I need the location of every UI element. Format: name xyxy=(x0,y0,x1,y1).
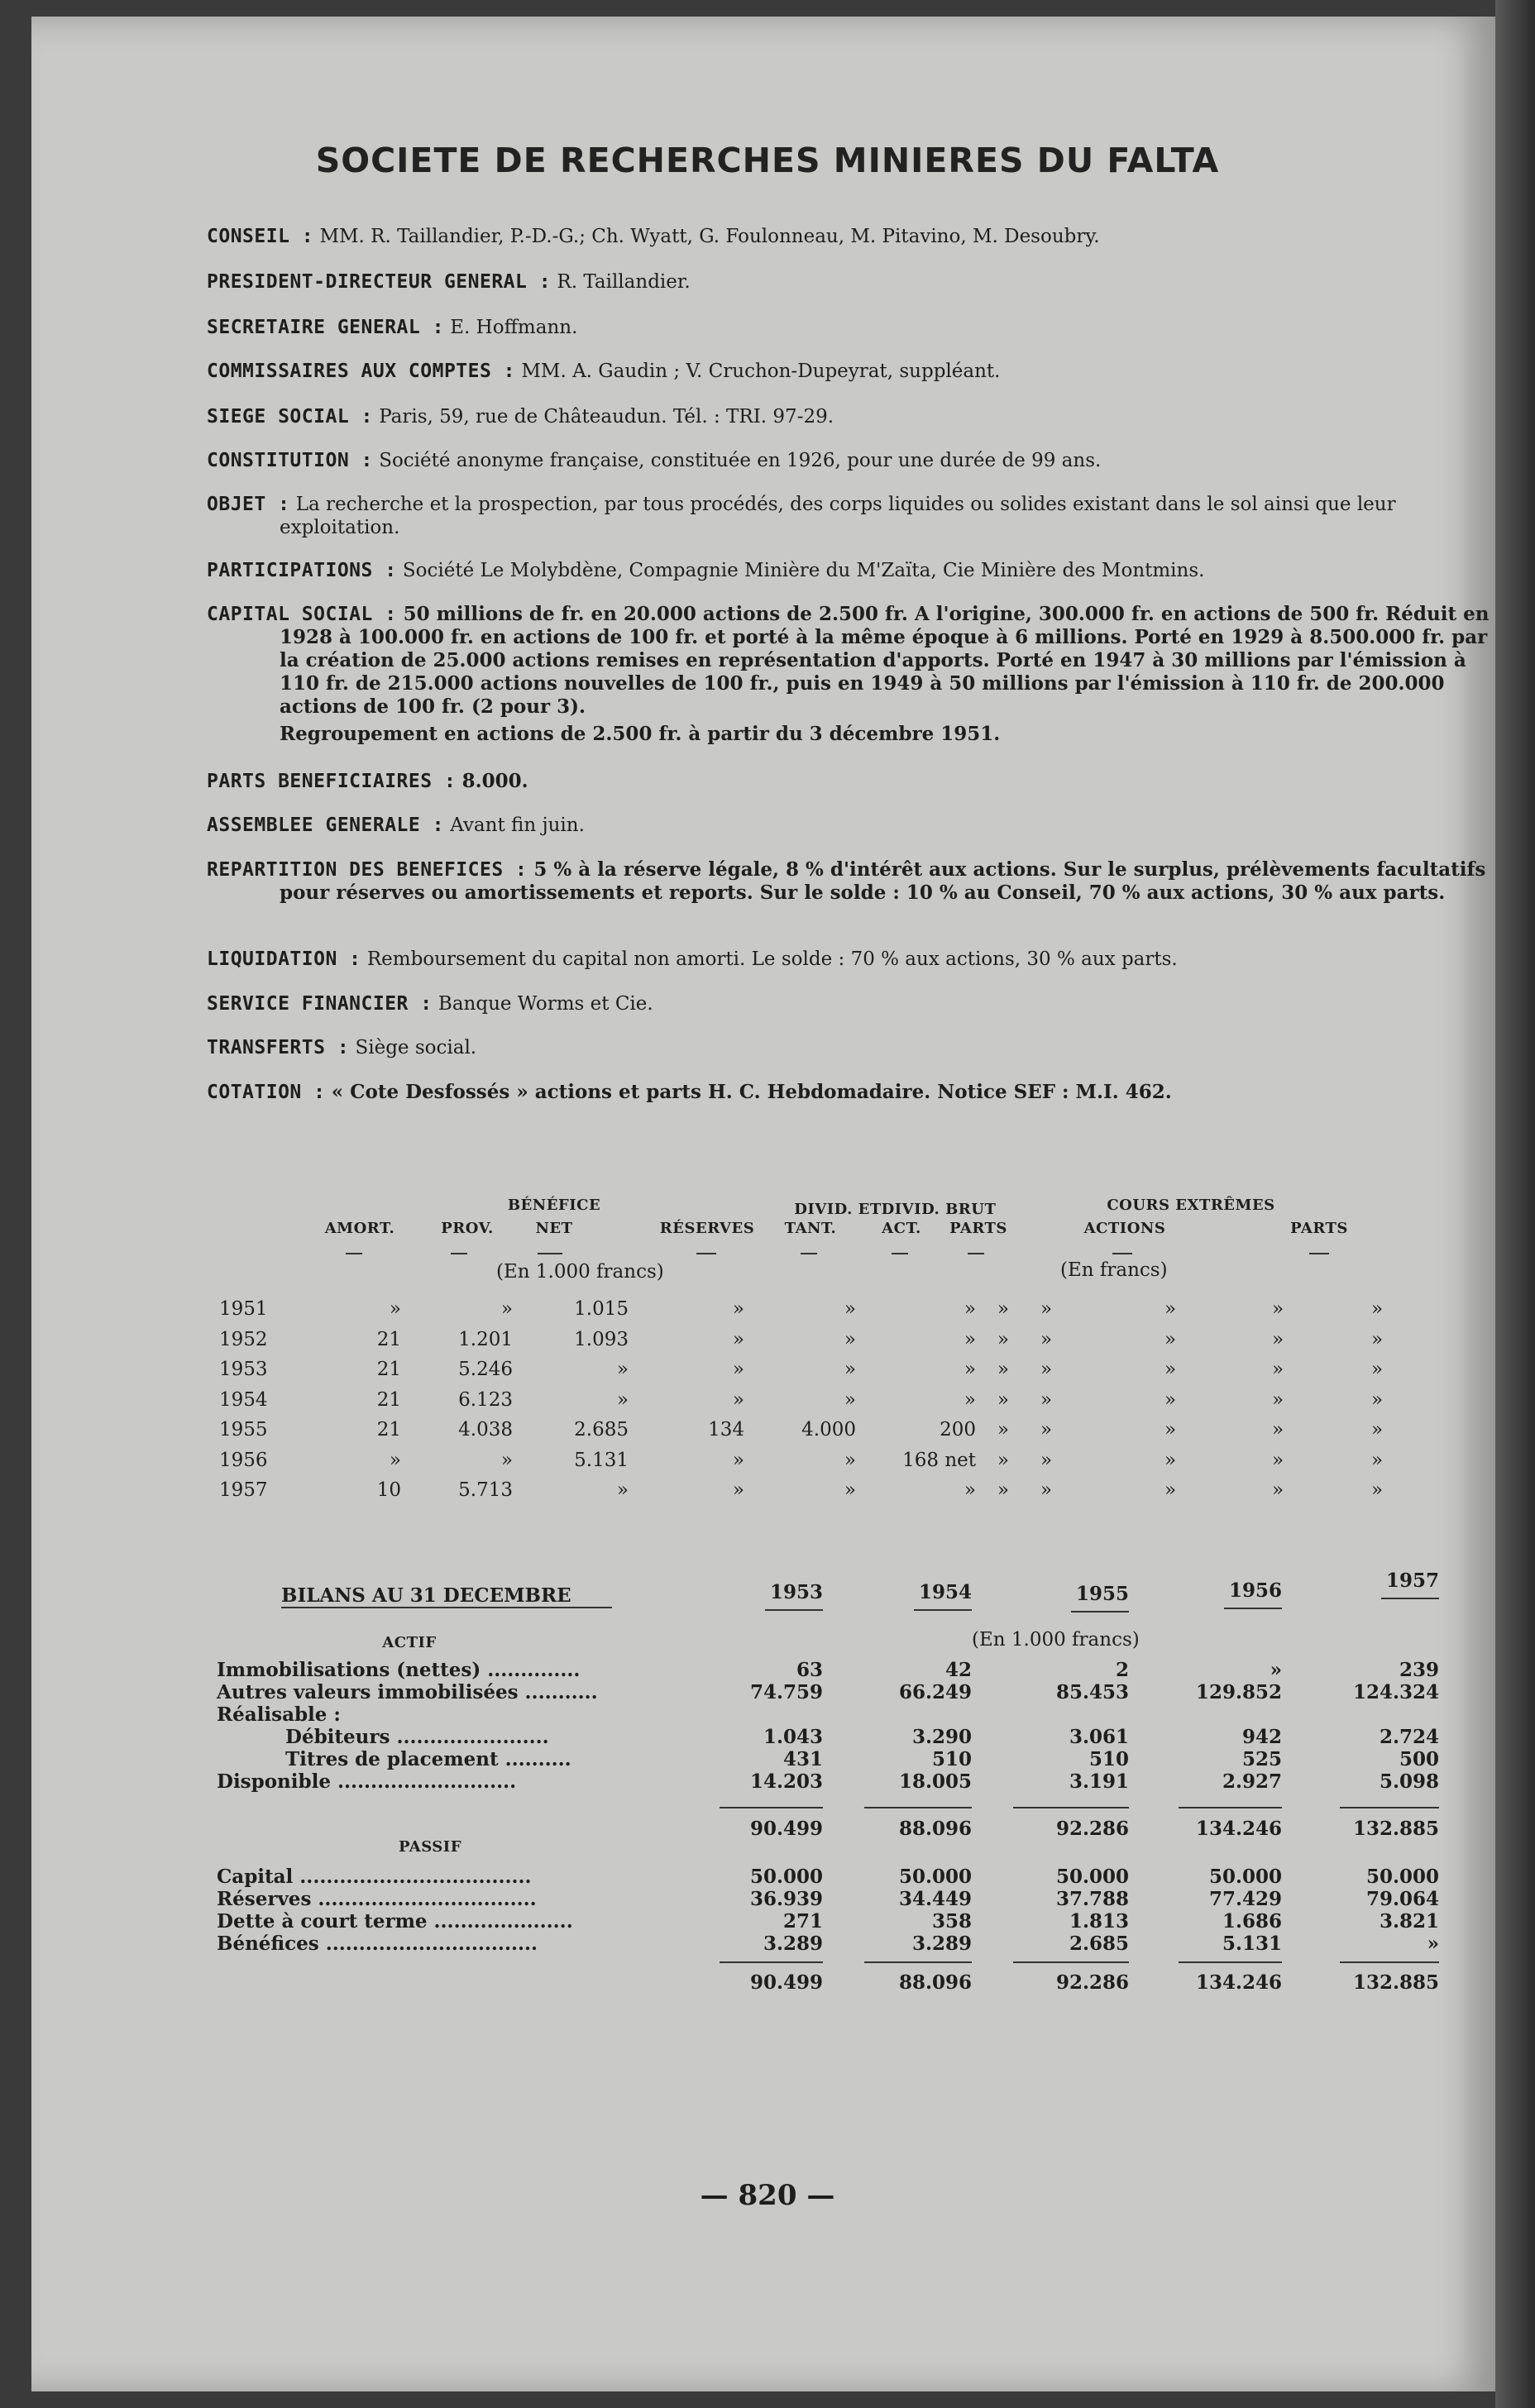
hdr-dash xyxy=(801,1253,817,1254)
hdr-brut-act: ACT. xyxy=(882,1220,921,1237)
result-cell-parts: » xyxy=(997,1449,1009,1471)
bilans-title: BILANS AU 31 DECEMBRE xyxy=(281,1584,571,1607)
liquidation-line: LIQUIDATION : Remboursement du capital non amorti. Le solde : 70 % aux actions, 30 % aux parts. xyxy=(207,948,1178,970)
result-cell-prov: 5.246 xyxy=(458,1359,513,1380)
result-cell-ca1: » xyxy=(1040,1388,1053,1411)
hdr-brut-parts: PARTS xyxy=(949,1220,1007,1237)
result-cell-act: » xyxy=(964,1298,976,1320)
result-cell-act: » xyxy=(964,1359,976,1380)
result-cell-ca2: » xyxy=(1164,1449,1177,1471)
bilan-value: 37.788 xyxy=(1055,1888,1129,1910)
result-cell-year: 1956 xyxy=(219,1449,268,1471)
bilan-value: 510 xyxy=(931,1748,972,1770)
bilan-value: 358 xyxy=(931,1910,972,1933)
actif-label: ACTIF xyxy=(382,1634,437,1651)
assemblee-line: ASSEMBLEE GENERALE : Avant fin juin. xyxy=(207,815,585,836)
passif-total: 90.499 xyxy=(749,1971,823,1994)
bilan-label: Capital ................................... xyxy=(217,1866,532,1888)
bilan-value: 1.686 xyxy=(1222,1910,1282,1933)
result-cell-divid: » xyxy=(844,1298,856,1320)
result-cell-benef: 1.015 xyxy=(574,1298,629,1320)
bilan-value: 1.043 xyxy=(763,1726,823,1748)
unit-left: (En 1.000 francs) xyxy=(496,1261,664,1283)
bilan-value: 63 xyxy=(796,1659,823,1681)
result-cell-parts: » xyxy=(997,1298,1009,1320)
bilan-label: Immobilisations (nettes) .............. xyxy=(217,1659,581,1681)
actif-total: 134.246 xyxy=(1195,1818,1282,1840)
result-cell-cp1: » xyxy=(1271,1449,1284,1471)
result-cell-ca1: » xyxy=(1040,1479,1053,1501)
total-rule xyxy=(864,1807,972,1808)
result-cell-res: » xyxy=(732,1328,744,1350)
actif-total: 90.499 xyxy=(749,1818,823,1840)
bilan-year: 1956 xyxy=(1228,1579,1282,1602)
result-cell-act: » xyxy=(964,1328,976,1350)
result-cell-parts: » xyxy=(997,1359,1009,1380)
total-rule xyxy=(864,1961,972,1963)
hdr-brut-1: DIVID. BRUT xyxy=(881,1201,997,1218)
bilan-year-underline xyxy=(914,1609,972,1611)
constitution-line: CONSTITUTION : Société anonyme française, constituée en 1926, pour une durée de 99 ans. xyxy=(207,450,1102,471)
total-rule xyxy=(1179,1807,1282,1808)
result-cell-amort: » xyxy=(389,1298,401,1320)
bilan-value: 50.000 xyxy=(1365,1866,1439,1888)
result-cell-year: 1952 xyxy=(219,1328,268,1350)
result-cell-ca1: » xyxy=(1040,1298,1053,1320)
result-cell-cp2: » xyxy=(1370,1298,1384,1320)
result-cell-res: » xyxy=(732,1479,744,1501)
bilan-value: 34.449 xyxy=(898,1888,972,1910)
result-cell-year: 1954 xyxy=(219,1388,268,1411)
company-title: SOCIETE DE RECHERCHES MINIERES DU FALTA xyxy=(315,141,1220,180)
bilan-value: » xyxy=(1427,1933,1439,1955)
participations-line: PARTICIPATIONS : Société Le Molybdène, Compagnie Minière du M'Zaïta, Cie Minière des Montmins. xyxy=(207,560,1205,581)
result-cell-cp1: » xyxy=(1271,1359,1284,1380)
result-cell-amort: 21 xyxy=(376,1388,401,1411)
hdr-dash xyxy=(1309,1253,1329,1254)
result-cell-act: » xyxy=(964,1388,976,1411)
bilan-year-underline xyxy=(765,1609,823,1611)
bilan-year-underline xyxy=(1224,1608,1282,1609)
result-cell-divid: » xyxy=(844,1359,856,1380)
bilan-value: 14.203 xyxy=(749,1770,823,1793)
bilan-label: Titres de placement .......... xyxy=(285,1748,571,1770)
bilan-value: 18.005 xyxy=(898,1770,972,1793)
result-cell-benef: » xyxy=(616,1359,629,1380)
bilan-value: 50.000 xyxy=(1208,1866,1282,1888)
hdr-dash xyxy=(451,1253,467,1254)
hdr-dash xyxy=(968,1253,984,1254)
bilan-value: 5.098 xyxy=(1379,1770,1439,1793)
bilan-value: 129.852 xyxy=(1195,1681,1282,1703)
bilan-value: 77.429 xyxy=(1208,1888,1282,1910)
bilan-label: Dette à court terme ..................... xyxy=(217,1910,573,1933)
bilan-value: 50.000 xyxy=(898,1866,972,1888)
bilan-value: » xyxy=(1270,1659,1282,1681)
result-cell-cp2: » xyxy=(1370,1359,1384,1380)
hdr-cours: COURS EXTRÊMES xyxy=(1107,1197,1275,1214)
hdr-dash xyxy=(696,1253,716,1254)
bilan-value: 3.289 xyxy=(763,1933,823,1955)
result-cell-divid: 4.000 xyxy=(801,1419,856,1440)
result-cell-parts: » xyxy=(997,1419,1009,1440)
result-cell-cp1: » xyxy=(1271,1298,1284,1320)
bilan-value: 42 xyxy=(944,1659,972,1681)
bilans-title-underline xyxy=(281,1607,612,1608)
bilan-value: 3.061 xyxy=(1069,1726,1129,1748)
bilan-year: 1955 xyxy=(1075,1583,1129,1605)
result-cell-cp2: » xyxy=(1370,1479,1384,1501)
result-cell-prov: 6.123 xyxy=(458,1388,513,1411)
hdr-divid-2: TANT. xyxy=(784,1220,837,1237)
total-rule xyxy=(1340,1807,1439,1808)
secretaire-line: SECRETAIRE GENERAL : E. Hoffmann. xyxy=(207,317,578,338)
result-cell-ca1: » xyxy=(1040,1449,1053,1471)
commissaires-line: COMMISSAIRES AUX COMPTES : MM. A. Gaudin ; V. Cruchon-Dupeyrat, suppléant. xyxy=(207,361,1001,382)
result-cell-res: » xyxy=(732,1388,744,1411)
result-cell-cp1: » xyxy=(1271,1388,1284,1411)
result-cell-ca2: » xyxy=(1164,1298,1177,1320)
result-cell-cp1: » xyxy=(1271,1419,1284,1440)
result-cell-divid: » xyxy=(844,1479,856,1501)
result-cell-prov: 5.713 xyxy=(458,1479,513,1501)
hdr-dash xyxy=(538,1253,562,1254)
result-cell-ca1: » xyxy=(1040,1328,1053,1350)
result-cell-prov: » xyxy=(500,1449,513,1471)
result-cell-benef: 1.093 xyxy=(574,1328,629,1350)
bilan-value: 271 xyxy=(782,1910,823,1933)
president-line: PRESIDENT-DIRECTEUR GENERAL : R. Taillandier. xyxy=(207,271,691,293)
actif-total: 132.885 xyxy=(1352,1818,1439,1840)
result-cell-ca1: » xyxy=(1040,1359,1053,1380)
result-cell-cp1: » xyxy=(1271,1479,1284,1501)
bilan-value: 50.000 xyxy=(749,1866,823,1888)
bilan-value: 2 xyxy=(1115,1659,1129,1681)
bilan-value: 2.724 xyxy=(1379,1726,1439,1748)
result-cell-res: 134 xyxy=(708,1419,744,1440)
total-rule xyxy=(720,1961,823,1963)
actif-total: 92.286 xyxy=(1055,1818,1129,1840)
result-cell-parts: » xyxy=(997,1479,1009,1501)
bilan-year: 1954 xyxy=(918,1581,972,1603)
bilan-value: 239 xyxy=(1399,1659,1439,1681)
passif-total: 92.286 xyxy=(1055,1971,1129,1994)
result-cell-res: » xyxy=(732,1449,744,1471)
bilan-value: 2.927 xyxy=(1222,1770,1282,1793)
siege-line: SIEGE SOCIAL : Paris, 59, rue de Châteaudun. Tél. : TRI. 97-29. xyxy=(207,406,834,428)
bilan-value: 79.064 xyxy=(1365,1888,1439,1910)
hdr-reserves: RÉSERVES xyxy=(659,1220,755,1237)
hdr-amort: AMORT. xyxy=(324,1220,395,1237)
result-cell-amort: » xyxy=(389,1449,401,1471)
total-rule xyxy=(1013,1807,1129,1808)
result-cell-parts: » xyxy=(997,1328,1009,1350)
result-cell-ca2: » xyxy=(1164,1479,1177,1501)
bilan-value: 431 xyxy=(782,1748,823,1770)
bilan-year: 1953 xyxy=(769,1581,823,1603)
bilan-value: 5.131 xyxy=(1222,1933,1282,1955)
repartition-line: REPARTITION DES BENEFICES : 5 % à la réserve légale, 8 % d'intérêt aux actions. Sur le surplus, prélèvements facultatifs pour réserves ou amortissements et reports. Sur le solde : 10 % au Conseil, 70 % aux actions, 30 % aux parts. xyxy=(207,858,1486,904)
bilan-value: 50.000 xyxy=(1055,1866,1129,1888)
bilan-value: 3.290 xyxy=(911,1726,972,1748)
cotation-line: COTATION : « Cote Desfossés » actions et parts H. C. Hebdomadaire. Notice SEF : M.I. 462. xyxy=(207,1081,1172,1103)
hdr-parts: PARTS xyxy=(1290,1220,1348,1237)
bilan-value: 3.289 xyxy=(911,1933,972,1955)
bilan-value: 525 xyxy=(1241,1748,1282,1770)
result-cell-benef: 2.685 xyxy=(574,1419,629,1440)
total-rule xyxy=(1013,1961,1129,1963)
result-cell-ca1: » xyxy=(1040,1419,1053,1440)
result-cell-prov: 4.038 xyxy=(458,1419,513,1440)
objet-line: OBJET : La recherche et la prospection, par tous procédés, des corps liquides ou solides existant dans le sol ainsi que leur exploitation. xyxy=(207,494,1396,538)
hdr-dash xyxy=(892,1253,908,1254)
actif-total: 88.096 xyxy=(898,1818,972,1840)
hdr-dash xyxy=(346,1253,362,1254)
bilan-year-underline xyxy=(1381,1598,1439,1599)
unit-right: (En francs) xyxy=(1060,1259,1168,1281)
parts-line: PARTS BENEFICIAIRES : 8.000. xyxy=(207,770,528,792)
bilan-label: Bénéfices ................................ xyxy=(217,1933,538,1955)
transferts-line: TRANSFERTS : Siège social. xyxy=(207,1037,477,1058)
bilan-value: 942 xyxy=(1241,1726,1282,1748)
bilan-label: Autres valeurs immobilisées ........... xyxy=(217,1681,598,1703)
bilan-value: 3.191 xyxy=(1069,1770,1129,1793)
bilan-value: 500 xyxy=(1399,1748,1439,1770)
total-rule xyxy=(720,1807,823,1808)
result-cell-amort: 10 xyxy=(376,1479,401,1501)
hdr-benef-2: NET xyxy=(535,1220,573,1237)
result-cell-ca2: » xyxy=(1164,1419,1177,1440)
result-cell-year: 1951 xyxy=(219,1298,268,1320)
bilan-value: 85.453 xyxy=(1055,1681,1129,1703)
result-cell-benef: » xyxy=(616,1479,629,1501)
result-cell-ca2: » xyxy=(1164,1388,1177,1411)
bilan-label: Débiteurs ....................... xyxy=(285,1726,549,1748)
result-cell-cp2: » xyxy=(1370,1449,1384,1471)
result-cell-cp2: » xyxy=(1370,1328,1384,1350)
service-line: SERVICE FINANCIER : Banque Worms et Cie. xyxy=(207,993,653,1015)
bilan-year: 1957 xyxy=(1385,1570,1439,1592)
bilan-value: 66.249 xyxy=(898,1681,972,1703)
bilans-unit: (En 1.000 francs) xyxy=(972,1629,1140,1651)
bilan-value: 36.939 xyxy=(749,1888,823,1910)
result-cell-cp2: » xyxy=(1370,1419,1384,1440)
conseil-line: CONSEIL : MM. R. Taillandier, P.-D.-G.; Ch. Wyatt, G. Foulonneau, M. Pitavino, M. Desoubry. xyxy=(207,226,1100,247)
result-cell-act: 200 xyxy=(940,1419,976,1440)
bilan-value: 2.685 xyxy=(1069,1933,1129,1955)
passif-total: 132.885 xyxy=(1352,1971,1439,1994)
hdr-prov: PROV. xyxy=(441,1220,494,1237)
result-cell-year: 1955 xyxy=(219,1419,268,1440)
result-cell-ca2: » xyxy=(1164,1359,1177,1380)
bilan-label: Disponible ........................... xyxy=(217,1770,517,1793)
bilan-year-underline xyxy=(1071,1611,1129,1612)
bilan-value: 3.821 xyxy=(1379,1910,1439,1933)
total-rule xyxy=(1340,1961,1439,1963)
result-cell-parts: » xyxy=(997,1388,1009,1411)
result-cell-year: 1957 xyxy=(219,1479,268,1501)
result-cell-prov: 1.201 xyxy=(458,1328,513,1350)
result-cell-act: » xyxy=(964,1479,976,1501)
bilan-value: 1.813 xyxy=(1069,1910,1129,1933)
bilan-label: Réserves ................................. xyxy=(217,1888,537,1910)
result-cell-cp2: » xyxy=(1370,1388,1384,1411)
result-cell-benef: » xyxy=(616,1388,629,1411)
passif-label: PASSIF xyxy=(399,1838,461,1856)
bilan-value: 74.759 xyxy=(749,1681,823,1703)
result-cell-divid: » xyxy=(844,1388,856,1411)
passif-total: 134.246 xyxy=(1195,1971,1282,1994)
result-cell-amort: 21 xyxy=(376,1359,401,1380)
result-cell-amort: 21 xyxy=(376,1419,401,1440)
bilan-label: Réalisable : xyxy=(217,1703,341,1726)
book-spine xyxy=(1495,0,1535,2408)
hdr-benef-1: BÉNÉFICE xyxy=(507,1197,601,1214)
result-cell-act: 168 net xyxy=(902,1449,976,1471)
result-cell-year: 1953 xyxy=(219,1359,268,1380)
result-cell-prov: » xyxy=(500,1298,513,1320)
capital-line: CAPITAL SOCIAL : 50 millions de fr. en 20.000 actions de 2.500 fr. A l'origine, 300.000 fr. en actions de 500 fr. Réduit en 1928 à 100.000 fr. en actions de 100 fr. et porté à la même époque à 6 millions. Porté en 1929 à 8.500.000 fr. par la création de 25.000 actions remises en représentation d'apports. Porté en 1947 à 30 millions par l'émission à 110 fr. de 215.000 actions nouvelles de 100 fr., puis en 1949 à 50 millions par l'émission à 110 fr. de 200.000 actions de 100 fr. (2 pour 3). xyxy=(207,603,1490,718)
total-rule xyxy=(1179,1961,1282,1963)
regroupement-line: Regroupement en actions de 2.500 fr. à partir du 3 décembre 1951. xyxy=(280,723,1001,745)
result-cell-benef: 5.131 xyxy=(574,1449,629,1471)
result-cell-ca2: » xyxy=(1164,1328,1177,1350)
hdr-dash xyxy=(1112,1253,1132,1254)
result-cell-divid: » xyxy=(844,1328,856,1350)
result-cell-res: » xyxy=(732,1359,744,1380)
hdr-divid-1: DIVID. ET xyxy=(794,1201,882,1218)
bilan-value: 124.324 xyxy=(1352,1681,1439,1703)
passif-total: 88.096 xyxy=(898,1971,972,1994)
page-number: — 820 — xyxy=(700,2179,835,2212)
result-cell-divid: » xyxy=(844,1449,856,1471)
result-cell-amort: 21 xyxy=(376,1328,401,1350)
result-cell-cp1: » xyxy=(1271,1328,1284,1350)
bilan-value: 510 xyxy=(1088,1748,1129,1770)
hdr-actions: ACTIONS xyxy=(1083,1220,1166,1237)
result-cell-res: » xyxy=(732,1298,744,1320)
